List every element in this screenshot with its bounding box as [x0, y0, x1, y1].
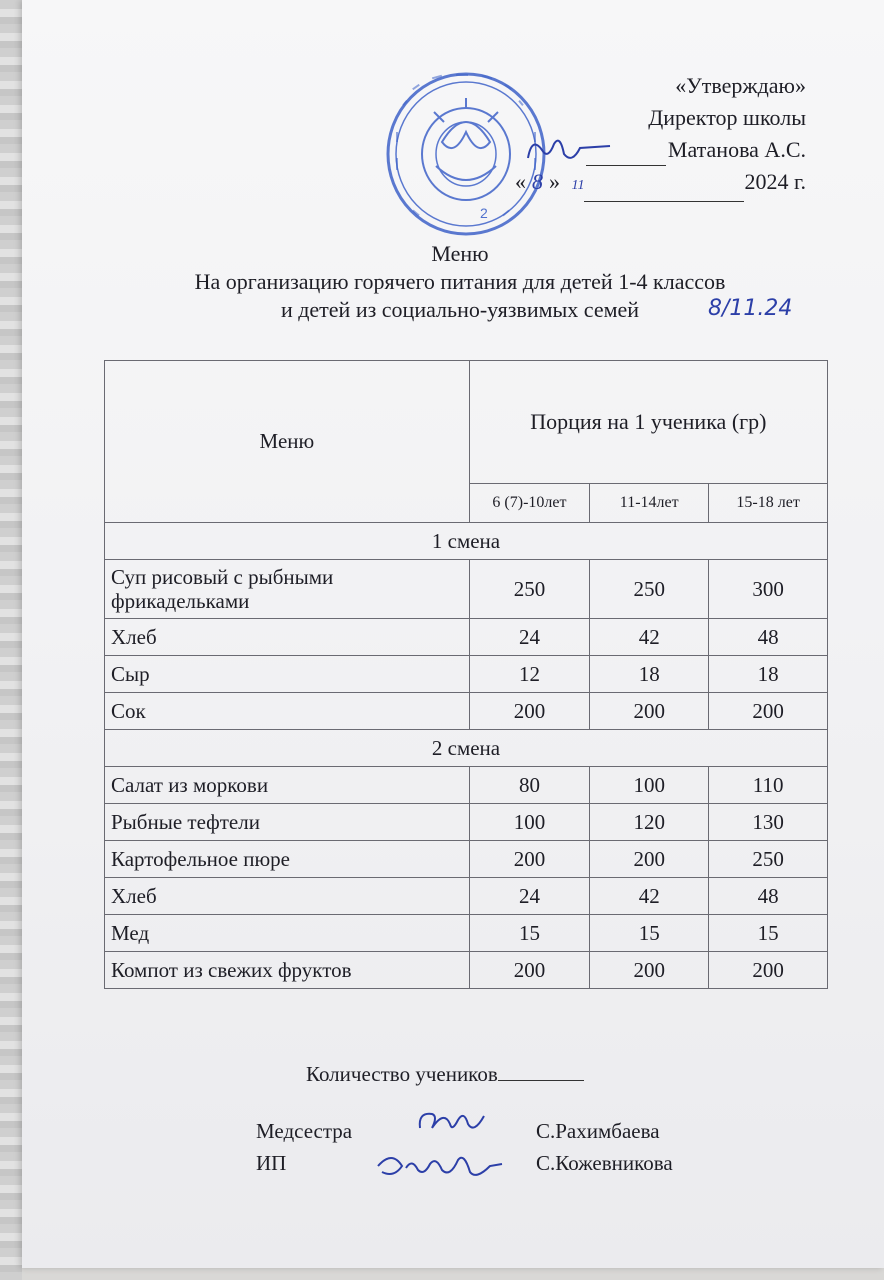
handwritten-date: 8/11.24	[708, 296, 793, 321]
approval-position: Директор школы	[648, 105, 806, 130]
document-title: Меню	[431, 241, 489, 266]
table-row	[105, 952, 828, 989]
portion-value: 80	[469, 767, 589, 804]
portion-value: 200	[709, 693, 828, 730]
item-name: Хлеб	[105, 619, 470, 656]
item-name: Сок	[105, 693, 470, 730]
portion-value: 130	[709, 804, 828, 841]
svg-text:2: 2	[480, 205, 488, 221]
portion-value: 200	[469, 952, 589, 989]
portion-value: 18	[590, 656, 709, 693]
portion-value: 100	[590, 767, 709, 804]
item-name: Салат из моркови	[105, 767, 470, 804]
approval-date-line: « 8 » 11 2024 г.	[515, 166, 806, 202]
portion-value: 200	[469, 693, 589, 730]
portion-value: 48	[709, 619, 828, 656]
nurse-role: Медсестра	[256, 1119, 353, 1143]
portion-value: 24	[469, 619, 589, 656]
item-name: Сыр	[105, 656, 470, 693]
portion-value: 12	[469, 656, 589, 693]
approval-month: 11	[571, 178, 585, 193]
portion-value: 42	[590, 619, 709, 656]
ip-signature	[372, 1146, 512, 1190]
portion-value: 18	[709, 656, 828, 693]
portion-value: 24	[469, 878, 589, 915]
ip-role: ИП	[256, 1151, 287, 1175]
portion-value: 250	[469, 560, 589, 619]
student-count	[306, 1062, 584, 1087]
portion-value: 42	[590, 878, 709, 915]
table-row	[105, 878, 828, 915]
table-row	[105, 656, 828, 693]
document-subtitle-1: На организацию горячего питания для детей 1-4 классов	[194, 269, 726, 294]
paper-edge	[0, 0, 22, 1280]
age-group-3: 15-18 лет	[709, 484, 828, 523]
student-count-label: Количество учеников	[306, 1062, 498, 1086]
header-menu: Меню	[105, 361, 470, 523]
age-group-1: 6 (7)-10лет	[469, 484, 589, 523]
shift-2-row	[105, 730, 828, 767]
item-name: Суп рисовый с рыбными фрикадельками	[105, 560, 470, 619]
table-row	[105, 804, 828, 841]
shift-1-label: 1 смена	[105, 523, 828, 560]
menu-table	[104, 360, 828, 989]
shift-2-label: 2 смена	[105, 730, 828, 767]
item-name: Хлеб	[105, 878, 470, 915]
table-row	[105, 915, 828, 952]
table-row	[105, 767, 828, 804]
date-blank-line	[584, 181, 744, 202]
nurse-signature	[414, 1102, 494, 1142]
shift-1-row	[105, 523, 828, 560]
document-subtitle-2: и детей из социально-уязвимых семей	[280, 297, 640, 322]
portion-value: 250	[590, 560, 709, 619]
approval-signatory-name: Матанова А.С.	[667, 137, 806, 162]
portion-value: 200	[590, 693, 709, 730]
director-signature	[520, 130, 630, 170]
portion-value: 15	[590, 915, 709, 952]
table-row	[105, 693, 828, 730]
nurse-name: С.Рахимбаева	[536, 1119, 660, 1143]
age-group-2: 11-14лет	[590, 484, 709, 523]
portion-value: 200	[590, 952, 709, 989]
header-portion: Порция на 1 ученика (гр)	[469, 361, 827, 484]
portion-value: 200	[469, 841, 589, 878]
portion-value: 15	[469, 915, 589, 952]
portion-value: 200	[590, 841, 709, 878]
portion-value: 15	[709, 915, 828, 952]
table-row	[105, 841, 828, 878]
portion-value: 250	[709, 841, 828, 878]
portion-value: 120	[590, 804, 709, 841]
portion-value: 200	[709, 952, 828, 989]
table-row	[105, 619, 828, 656]
item-name: Рыбные тефтели	[105, 804, 470, 841]
approval-day: 8	[531, 169, 543, 194]
portion-value: 48	[709, 878, 828, 915]
student-count-blank	[498, 1064, 584, 1081]
portion-value: 300	[709, 560, 828, 619]
item-name: Картофельное пюре	[105, 841, 470, 878]
portion-value: 100	[469, 804, 589, 841]
item-name: Компот из свежих фруктов	[105, 952, 470, 989]
table-row	[105, 560, 828, 619]
item-name: Мед	[105, 915, 470, 952]
approval-year: 2024 г.	[744, 169, 806, 194]
portion-value: 110	[709, 767, 828, 804]
ip-name: С.Кожевникова	[536, 1151, 673, 1175]
approval-heading: «Утверждаю»	[675, 73, 806, 98]
